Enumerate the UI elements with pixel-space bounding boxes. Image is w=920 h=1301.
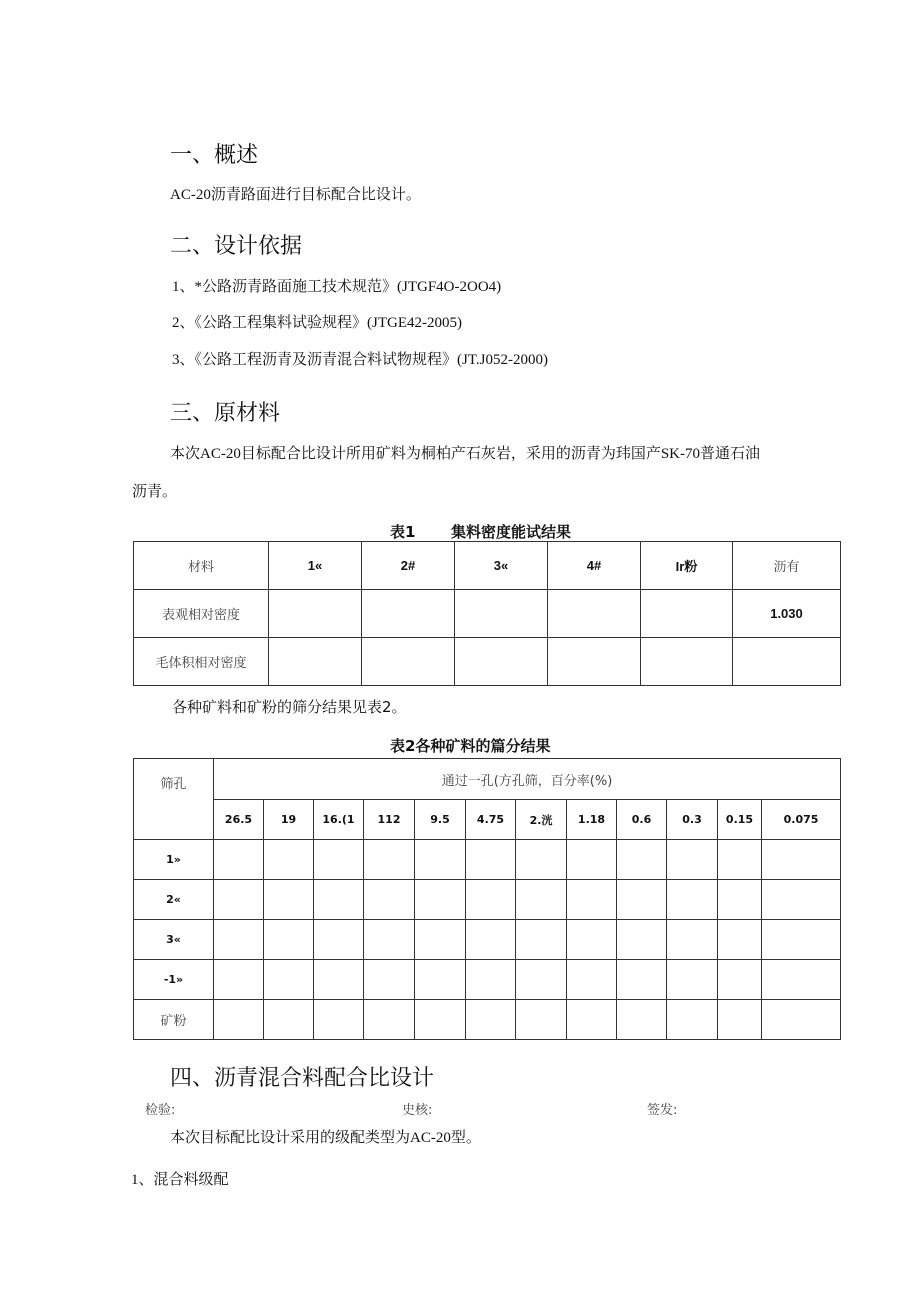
sieve-size-cell: 0.3 — [667, 800, 718, 840]
section-4-heading: 四、沥青混合料配合比设计 — [170, 1066, 435, 1091]
cell — [364, 920, 415, 960]
cell — [466, 840, 516, 880]
sieve-size-cell: 19 — [264, 800, 314, 840]
cell — [415, 960, 466, 1000]
cell — [466, 1000, 516, 1040]
reference-item: 3、《公路工程沥青及沥青混合料试物规程》(JT.J052-2000) — [172, 352, 548, 368]
sieve-size-cell: 1.18 — [567, 800, 617, 840]
cell — [617, 880, 667, 920]
group-header: 通过一孔(方孔筛，百分率(%) — [214, 759, 841, 800]
cell — [516, 960, 567, 1000]
cell — [264, 1000, 314, 1040]
row-label: 矿粉 — [134, 1000, 214, 1040]
cell — [264, 960, 314, 1000]
cell — [567, 1000, 617, 1040]
cell — [455, 590, 548, 638]
cell — [548, 590, 641, 638]
cell — [567, 960, 617, 1000]
cell — [214, 920, 264, 960]
cell — [617, 1000, 667, 1040]
header-cell: 沥有 — [733, 542, 841, 590]
sieve-size-cell: 2.洸 — [516, 800, 567, 840]
sieve-size-cell: 0.075 — [762, 800, 841, 840]
row-label: 表观相对密度 — [134, 590, 269, 638]
row-label: 1» — [134, 840, 214, 880]
table1-caption: 集料密度能试结果 — [451, 523, 572, 541]
reference-item: 2、《公路工程集料试验规程》(JTGE42-2005) — [172, 315, 462, 331]
cell — [362, 590, 455, 638]
section-4-text: 本次目标配比设计采用的级配类型为AC-20型。 — [170, 1130, 481, 1146]
section-2-heading: 二、设计依据 — [170, 234, 303, 259]
cell — [718, 880, 762, 920]
row-label: 毛体积相对密度 — [134, 638, 269, 686]
cell — [617, 920, 667, 960]
cell — [415, 840, 466, 880]
section-1-heading: 一、概述 — [170, 143, 259, 168]
cell — [466, 960, 516, 1000]
cell — [264, 920, 314, 960]
table-row — [134, 590, 841, 638]
cell — [364, 840, 415, 880]
subsection-heading: 1、混合料级配 — [131, 1172, 229, 1188]
cell — [762, 1000, 841, 1040]
cell — [364, 880, 415, 920]
cell — [415, 880, 466, 920]
review-label: 史核: — [402, 1103, 433, 1118]
sieve-size-cell: 0.15 — [718, 800, 762, 840]
cell — [548, 638, 641, 686]
cell — [641, 638, 733, 686]
table-row — [134, 920, 841, 960]
cell — [516, 880, 567, 920]
cell — [762, 840, 841, 880]
header-cell: Ir粉 — [641, 542, 733, 590]
cell — [667, 920, 718, 960]
table-header-row — [134, 759, 841, 800]
cell — [466, 920, 516, 960]
row-label: 2« — [134, 880, 214, 920]
cell — [567, 920, 617, 960]
cell — [214, 880, 264, 920]
cell — [269, 638, 362, 686]
cell: 1.030 — [733, 590, 841, 638]
cell — [214, 840, 264, 880]
density-table — [133, 541, 841, 686]
issue-label: 签发: — [647, 1103, 678, 1118]
cell — [214, 960, 264, 1000]
header-cell: 3« — [455, 542, 548, 590]
cell — [214, 1000, 264, 1040]
cell — [264, 840, 314, 880]
sieve-size-cell: 16.(1 — [314, 800, 364, 840]
sieve-size-cell: 26.5 — [214, 800, 264, 840]
cell — [516, 1000, 567, 1040]
sieve-size-cell: 9.5 — [415, 800, 466, 840]
section-1-text: AC-20沥青路面进行目标配合比设计。 — [170, 187, 421, 203]
header-cell: 4# — [548, 542, 641, 590]
cell — [762, 880, 841, 920]
table-header-row — [134, 542, 841, 590]
table-row — [134, 880, 841, 920]
cell — [516, 840, 567, 880]
sieve-size-row — [134, 800, 841, 840]
cell — [314, 1000, 364, 1040]
cell — [264, 880, 314, 920]
cell — [314, 920, 364, 960]
cell — [362, 638, 455, 686]
row-label: 3« — [134, 920, 214, 960]
header-cell: 材料 — [134, 542, 269, 590]
cell — [667, 840, 718, 880]
sieve-size-cell: 112 — [364, 800, 415, 840]
corner-cell: 筛孔 — [134, 759, 214, 840]
cell — [667, 1000, 718, 1040]
cell — [269, 590, 362, 638]
cell — [733, 638, 841, 686]
cell — [617, 960, 667, 1000]
header-cell: 1« — [269, 542, 362, 590]
cell — [762, 920, 841, 960]
cell — [516, 920, 567, 960]
section-3-heading: 三、原材料 — [170, 401, 281, 426]
cell — [641, 590, 733, 638]
cell — [314, 880, 364, 920]
cell — [567, 880, 617, 920]
table-row — [134, 638, 841, 686]
check-label: 检验: — [145, 1103, 176, 1118]
table-row — [134, 1000, 841, 1040]
table-row — [134, 840, 841, 880]
sieve-table — [133, 758, 841, 1040]
row-label: -1» — [134, 960, 214, 1000]
cell — [415, 920, 466, 960]
cell — [718, 1000, 762, 1040]
cell — [762, 960, 841, 1000]
cell — [466, 880, 516, 920]
cell — [314, 840, 364, 880]
table-row — [134, 960, 841, 1000]
section-3-text: 本次AC-20目标配合比设计所用矿料为桐柏产石灰岩，采用的沥青为玮国产SK-70普通石油 — [170, 446, 761, 462]
cell — [415, 1000, 466, 1040]
table2-caption: 表2各种矿料的篇分结果 — [390, 737, 551, 755]
cell — [567, 840, 617, 880]
cell — [314, 960, 364, 1000]
cell — [364, 960, 415, 1000]
header-cell: 2# — [362, 542, 455, 590]
table2-reference-text: 各种矿料和矿粉的筛分结果见表2。 — [172, 698, 407, 716]
table1-caption-number: 表1 — [390, 523, 416, 541]
cell — [667, 960, 718, 1000]
cell — [667, 880, 718, 920]
cell — [718, 960, 762, 1000]
cell — [617, 840, 667, 880]
cell — [455, 638, 548, 686]
reference-item: 1、*公路沥青路面施工技术规范》(JTGF4O-2OO4) — [172, 279, 502, 295]
cell — [718, 920, 762, 960]
sieve-size-cell: 0.6 — [617, 800, 667, 840]
cell — [364, 1000, 415, 1040]
section-3-text-cont: 沥青。 — [132, 482, 178, 500]
cell — [718, 840, 762, 880]
sieve-size-cell: 4.75 — [466, 800, 516, 840]
